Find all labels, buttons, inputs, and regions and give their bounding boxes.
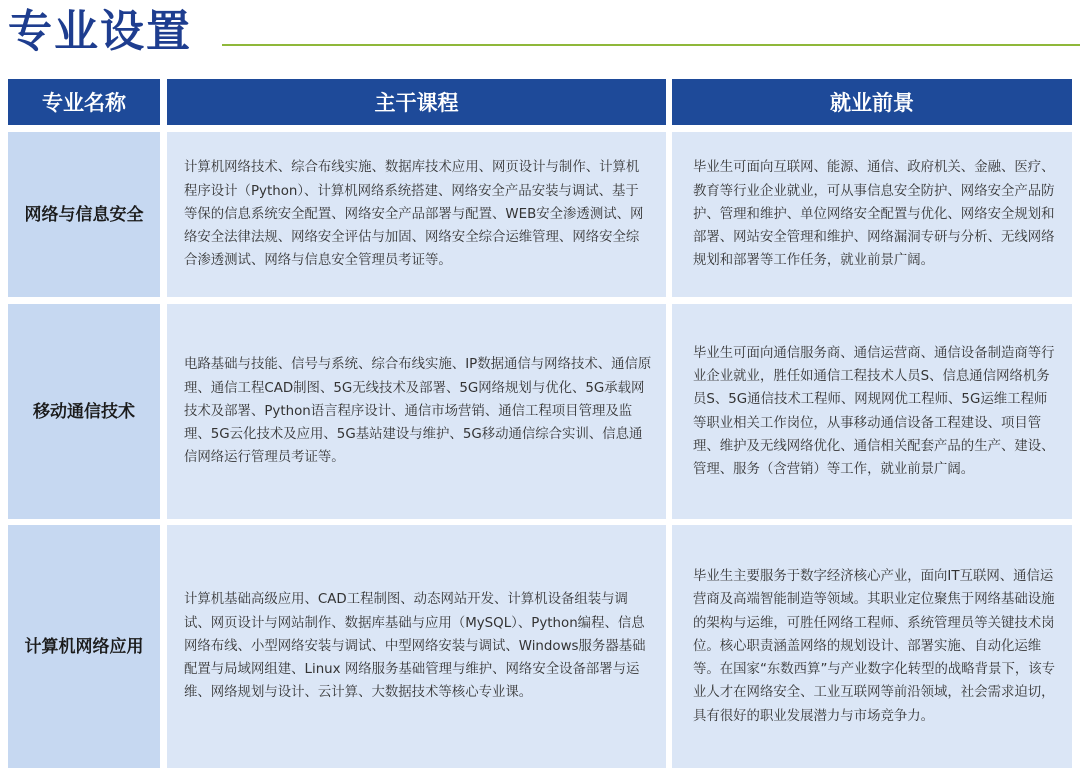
prospects-cell [672, 304, 1072, 519]
page-title: 专业设置 [8, 6, 192, 57]
header-career-prospects: 就业前景 [672, 79, 1072, 125]
prospects-text: 毕业生可面向互联网、能源、通信、政府机关、金融、医疗、教育等行业企业就业，可从事信息安全防护、网络安全产品防护、管理和维护、单位网络安全配置与优化、网络安全规划和部署、网站安全管理和维护、网络漏洞专研与分析、无线网络规划和部署等工作任务，就业前景广阔。 [693, 160, 1055, 269]
major-name: 计算机网络应用 [24, 636, 144, 657]
major-name-cell [8, 525, 160, 768]
courses-text: 计算机基础高级应用、CAD工程制图、动态网站开发、计算机设备组装与调试、网页设计与网站制作、数据库基础与应用（MySQL）、Python编程、信息网络布线、小型网络安装与调试、中型网络安装与调试、Windows服务器基础配置与局域网组建、Linux 网络服务基础管理与维护、网络安全设备部署与运维、网络规划与设计、云计算、大数据技术等核心专业课。 [184, 592, 646, 701]
courses-text: 电路基础与技能、信号与系统、综合布线实施、IP数据通信与网络技术、通信原理、通信工程CAD制图、5G无线技术及部署、5G网络规划与优化、5G承载网技术及部署、Python语言程序设计、通信市场营销、通信工程项目管理及监理、5G云化技术及应用、5G基站建设与维护、5G移动通信综合实训、信息通信网络运行管理员考证等。 [184, 357, 652, 466]
major-name: 移动通信技术 [33, 401, 135, 422]
prospects-text: 毕业生可面向通信服务商、通信运营商、通信设备制造商等行业企业就业，胜任如通信工程技术人员S、信息通信网络机务员S、5G通信技术工程师、网规网优工程师、5G运维工程师等职业相关工作岗位，从事移动通信设备工程建设、项目管理、维护及无线网络优化、通信相关配套产品的生产、建设、管理、服务（含营销）等工作，就业前景广阔。 [693, 345, 1055, 478]
major-name-cell [8, 132, 160, 297]
major-name-cell [8, 304, 160, 519]
courses-cell [167, 525, 666, 768]
title-divider [222, 44, 1080, 46]
courses-cell [167, 132, 666, 297]
header-main-courses: 主干课程 [167, 79, 666, 125]
prospects-text: 毕业生主要服务于数字经济核心产业，面向IT互联网、通信运营商及高端智能制造等领域。其职业定位聚焦于网络基础设施的架构与运维，可胜任网络工程师、系统管理员等关键技术岗位。核心职责涵盖网络的规划设计、部署实施、自动化运维等。在国家“东数西算”与产业数字化转型的战略背景下，该专业人才在网络安全、工业互联网等前沿领域，社会需求迫切，具有很好的职业发展潜力与市场竞争力。 [693, 568, 1056, 724]
header-major-name: 专业名称 [8, 79, 160, 125]
prospects-cell [672, 525, 1072, 768]
courses-cell [167, 304, 666, 519]
prospects-cell [672, 132, 1072, 297]
major-name: 网络与信息安全 [24, 204, 144, 225]
courses-text: 计算机网络技术、综合布线实施、数据库技术应用、网页设计与制作、计算机程序设计（Python）、计算机网络系统搭建、网络安全产品安装与调试、基于等保的信息系统安全配置、网络安全产品部署与配置、WEB安全渗透测试、网络安全法律法规、网络安全评估与加固、网络安全综合运维管理、网络安全综合渗透测试、网络与信息安全管理员考证等。 [184, 160, 644, 269]
